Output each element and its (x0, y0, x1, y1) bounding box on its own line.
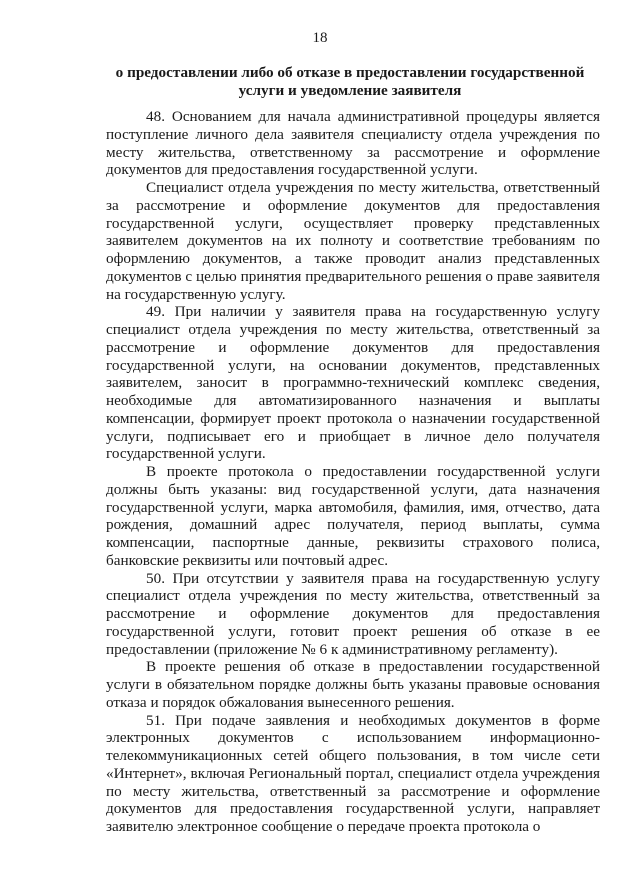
paragraph-48-specialist: Специалист отдела учреждения по месту жительства, ответственный за рассмотрение и оформление документов для предоставления государственной услуги, осуществляет проверку представленных заявителем документов на их полноту и соответствие требованиям по оформлению документов, а также проводит анализ представленных документов с целью принятия предварительного решения о праве заявителя на государственную услугу. (106, 179, 600, 303)
page-number: 18 (312, 30, 328, 46)
paragraph-50: 50. При отсутствии у заявителя права на государственную услугу специалист отдела учреждения по месту жительства, ответственный за рассмотрение и оформление документов для предоставления государственной услуги, готовит проект решения об отказе в ее предоставлении (приложение № 6 к административному регламенту). (106, 569, 600, 658)
paragraph-48: 48. Основанием для начала административной процедуры является поступление личного дела заявителя специалисту отдела учреждения по месту жительства, ответственному за рассмотрение и оформление документов для предоставления государственной услуги. (106, 108, 600, 179)
paragraph-50-refusal-contents: В проекте решения об отказе в предоставлении государственной услуги в обязательном порядке должны быть указаны правовые основания отказа и порядок обжалования вынесенного решения. (106, 658, 600, 711)
document-body (106, 108, 600, 836)
section-heading-line-2: услуги и уведомление заявителя (238, 82, 462, 99)
section-heading (100, 64, 600, 100)
section-heading-line-1: о предоставлении либо об отказе в предоставлении государственной (115, 64, 585, 81)
paragraph-49-protocol-contents: В проекте протокола о предоставлении государственной услуги должны быть указаны: вид государственной услуги, дата назначения государственной услуги, марка автомобиля, фамилия, имя, отчество, дата рождения, домашний адрес получателя, период выплаты, сумма компенсации, паспортные данные, реквизиты страхового полиса, банковские реквизиты или почтовый адрес. (106, 463, 600, 569)
paragraph-51: 51. При подаче заявления и необходимых документов в форме электронных документов с использованием информационно-телекоммуникационных сетей общего пользования, в том числе сети «Интернет», включая Региональный портал, специалист отдела учреждения по месту жительства, ответственный за рассмотрение и оформление документов для предоставления государственной услуги, направляет заявителю электронное сообщение о передаче проекта протокола о (106, 711, 600, 835)
paragraph-49: 49. При наличии у заявителя права на государственную услугу специалист отдела учреждения по месту жительства, ответственный за рассмотрение и оформление документов для предоставления государственной услуги, на основании документов, представленных заявителем, заносит в программно-технический комплекс сведения, необходимые для автоматизированного назначения и выплаты компенсации, формирует проект протокола о назначении государственной услуги, подписывает его и приобщает в личное дело получателя государственной услуги. (106, 303, 600, 463)
